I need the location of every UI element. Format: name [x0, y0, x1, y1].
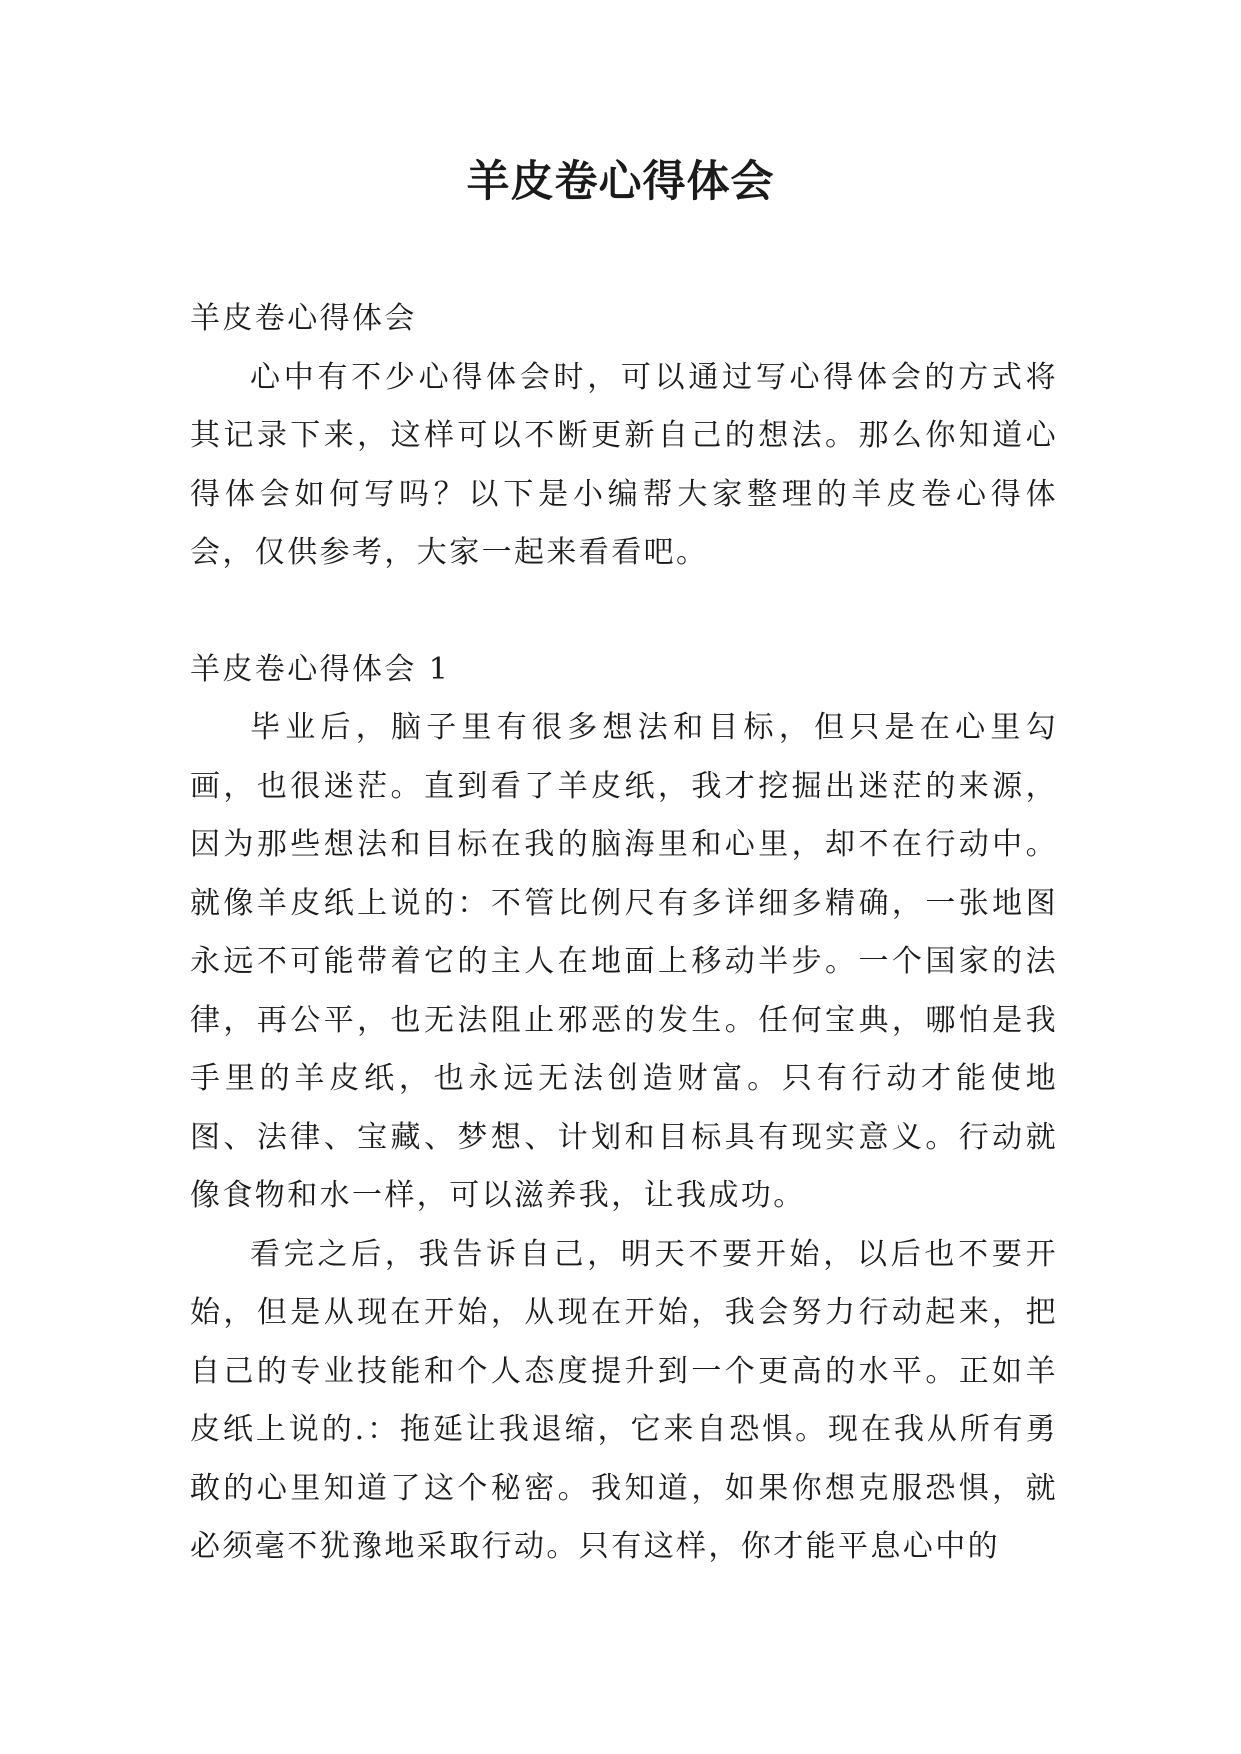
- intro-heading: 羊皮卷心得体会: [190, 301, 417, 336]
- section-1-paragraph-2: 看完之后，我告诉自己，明天不要开始，以后也不要开始，但是从现在开始，从现在开始，我会努力行动起来，把自己的专业技能和个人态度提升到一个更高的水平。正如羊皮纸上说的.：拖延让我退缩，它来自恐惧。现在我从所有勇敢的心里知道了这个秘密。我知道，如果你想克服恐惧，就必须毫不犹豫地采取行动。只有这样，你才能平息心中的: [190, 1236, 1058, 1564]
- section-1-heading: 羊皮卷心得体会 1: [190, 651, 451, 687]
- document-body: [190, 290, 1058, 1577]
- document-title: 羊皮卷心得体会: [466, 157, 775, 207]
- section-spacer: [190, 583, 1058, 641]
- intro-paragraph: 心中有不少心得体会时，可以通过写心得体会的方式将其记录下来，这样可以不断更新自己的想法。那么你知道心得体会如何写吗？以下是小编帮大家整理的羊皮卷心得体会，仅供参考，大家一起来看看吧。: [190, 359, 1058, 570]
- section-1-paragraph-1: 毕业后，脑子里有很多想法和目标，但只是在心里勾画，也很迷茫。直到看了羊皮纸，我才挖掘出迷茫的来源，因为那些想法和目标在我的脑海里和心里，却不在行动中。就像羊皮纸上说的：不管比例尺有多详细多精确，一张地图永远不可能带着它的主人在地面上移动半步。一个国家的法律，再公平，也无法阻止邪恶的发生。任何宝典，哪怕是我手里的羊皮纸，也永远无法创造财富。只有行动才能使地图、法律、宝藏、梦想、计划和目标具有现实意义。行动就像食物和水一样，可以滋养我，让我成功。: [190, 710, 1058, 1213]
